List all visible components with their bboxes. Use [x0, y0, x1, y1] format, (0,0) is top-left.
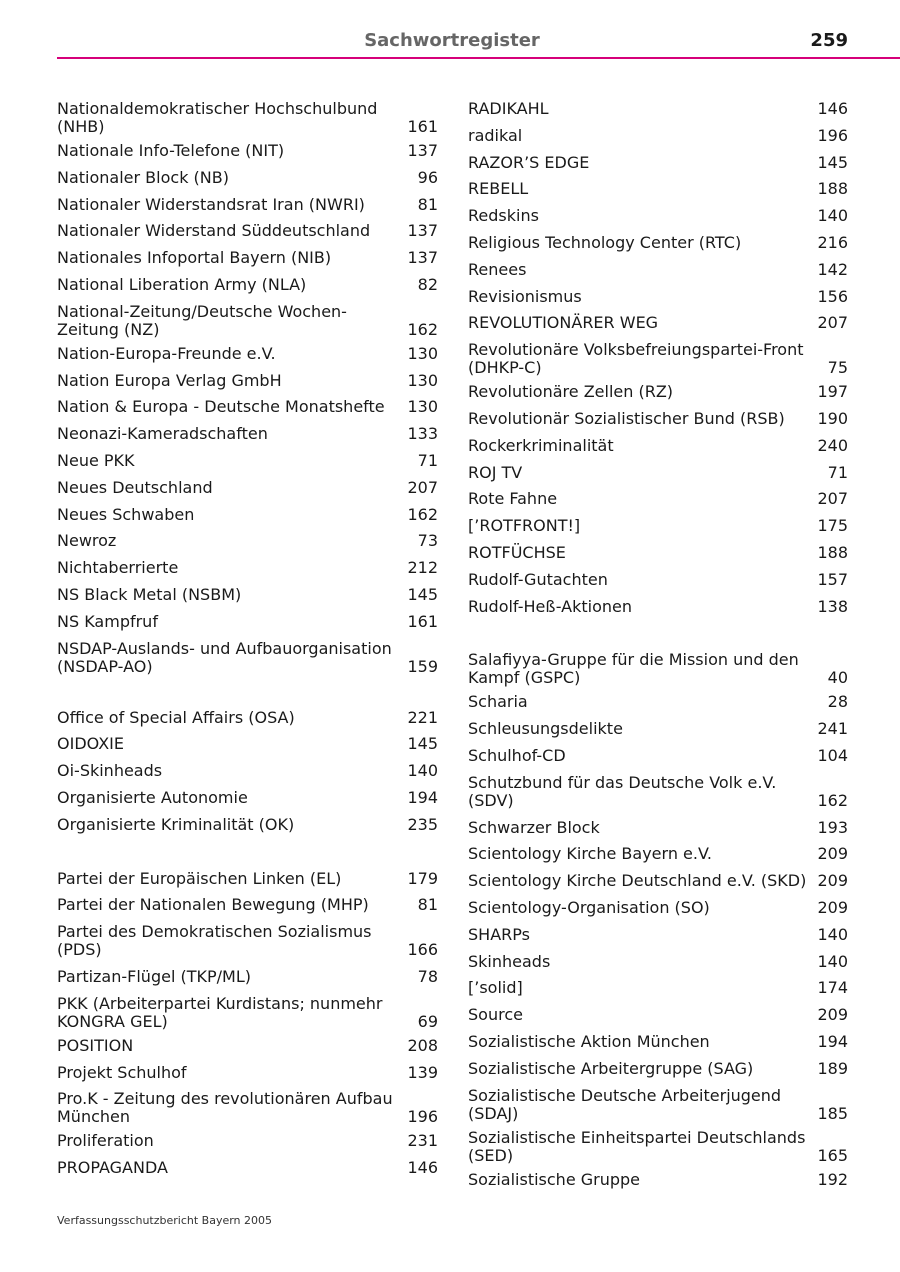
index-page-ref: 235	[407, 814, 438, 834]
index-entry	[57, 425, 438, 443]
index-entry	[57, 100, 438, 136]
index-entry	[57, 196, 438, 214]
index-entry	[468, 234, 848, 252]
index-entry	[468, 899, 848, 917]
index-term: Sozialistische Einheitspartei Deutschlands (SED)	[468, 1127, 806, 1165]
index-entry	[57, 372, 438, 390]
index-term: Proliferation	[57, 1131, 154, 1151]
index-page-ref: 212	[407, 558, 438, 578]
index-page-ref: 162	[817, 790, 848, 810]
index-term: Source	[468, 1005, 523, 1025]
index-entry	[468, 845, 848, 863]
index-page-ref: 75	[827, 358, 848, 378]
index-page-ref: 209	[817, 1005, 848, 1025]
index-entry	[468, 774, 848, 810]
index-page-ref: 193	[817, 817, 848, 837]
index-page-ref: 130	[407, 343, 438, 363]
index-term: Schulhof-CD	[468, 745, 566, 765]
index-term: Scharia	[468, 692, 528, 712]
index-entry	[468, 261, 848, 279]
index-page-ref: 161	[407, 611, 438, 631]
index-term: NS Black Metal (NSBM)	[57, 584, 242, 604]
index-term: Renees	[468, 259, 527, 279]
index-entry	[57, 303, 438, 339]
page-footer: Verfassungsschutzbericht Bayern 2005	[57, 1214, 273, 1227]
index-term: Nation & Europa - Deutsche Monatshefte	[57, 397, 385, 417]
index-entry	[468, 571, 848, 589]
index-entry	[468, 410, 848, 428]
index-page-ref: 82	[417, 274, 438, 294]
index-page-ref: 96	[417, 167, 438, 187]
index-entry	[468, 598, 848, 616]
index-entry	[57, 559, 438, 577]
index-page-ref: 241	[817, 719, 848, 739]
section-gap	[57, 682, 438, 709]
index-term: Nationale Info-Telefone (NIT)	[57, 141, 285, 160]
index-term: Schwarzer Block	[468, 817, 600, 837]
index-page-ref: 81	[417, 895, 438, 915]
index-term: REBELL	[468, 179, 529, 199]
section-gap	[57, 843, 438, 870]
index-term: NS Kampfruf	[57, 611, 158, 631]
index-entry	[57, 923, 438, 959]
index-entry	[57, 222, 438, 240]
index-page-ref: 209	[817, 897, 848, 917]
index-page-ref: 207	[817, 489, 848, 509]
page-title: Sachwortregister	[364, 30, 540, 51]
index-term: Neonazi-Kameradschaften	[57, 424, 268, 444]
index-page-ref: 40	[827, 668, 848, 688]
index-entry	[57, 789, 438, 807]
index-entry	[468, 1060, 848, 1078]
index-page-ref: 207	[407, 477, 438, 497]
index-term: Rudolf-Heß-Aktionen	[468, 596, 632, 616]
index-term: [’solid]	[468, 978, 523, 998]
index-entry	[57, 762, 438, 780]
index-page-ref: 156	[817, 286, 848, 306]
index-entry	[57, 1064, 438, 1082]
index-term: PKK (Arbeiterpartei Kurdistans; nunmehr KONGRA GEL)	[57, 993, 383, 1031]
index-page-ref: 188	[817, 179, 848, 199]
index-entry	[468, 1033, 848, 1051]
index-term: Sozialistische Deutsche Arbeiterjugend (SDAJ)	[468, 1085, 782, 1123]
index-entry	[468, 872, 848, 890]
index-page-ref: 146	[407, 1158, 438, 1178]
index-entry	[57, 345, 438, 363]
index-page-ref: 189	[817, 1058, 848, 1078]
index-page-ref: 209	[817, 844, 848, 864]
index-entry	[57, 640, 438, 676]
index-term: Nation Europa Verlag GmbH	[57, 370, 282, 390]
index-entry	[57, 142, 438, 160]
index-entry	[468, 288, 848, 306]
index-page-ref: 71	[417, 450, 438, 470]
index-page-ref: 231	[407, 1131, 438, 1151]
index-term: Scientology Kirche Bayern e.V.	[468, 844, 712, 864]
index-page-ref: 185	[817, 1103, 848, 1123]
index-term: SHARPs	[468, 924, 530, 944]
index-term: Scientology-Organisation (SO)	[468, 897, 710, 917]
index-term: Nationaler Block (NB)	[57, 167, 229, 187]
index-term: ROTFÜCHSE	[468, 542, 566, 562]
index-page-ref: 192	[817, 1169, 848, 1189]
index-entry	[57, 249, 438, 267]
index-entry	[57, 276, 438, 294]
index-entry	[468, 180, 848, 198]
index-entry	[468, 464, 848, 482]
index-page-ref: 188	[817, 542, 848, 562]
index-term: Nationales Infoportal Bayern (NIB)	[57, 248, 332, 268]
index-page-ref: 207	[817, 313, 848, 333]
index-entry	[468, 437, 848, 455]
index-page-ref: 73	[417, 531, 438, 551]
index-entry	[468, 651, 848, 687]
index-entry	[468, 490, 848, 508]
index-term: Revolutionäre Volksbefreiungspartei-Front (DHKP-C)	[468, 340, 804, 378]
index-entry	[468, 517, 848, 535]
index-entry	[57, 968, 438, 986]
index-entry	[468, 1006, 848, 1024]
index-page-ref: 175	[817, 516, 848, 536]
index-page-ref: 137	[407, 141, 438, 160]
index-term: Neues Deutschland	[57, 477, 213, 497]
index-term: Organisierte Kriminalität (OK)	[57, 814, 295, 834]
index-page-ref: 139	[407, 1062, 438, 1082]
index-term: Newroz	[57, 531, 117, 551]
index-page-ref: 162	[407, 504, 438, 524]
index-entry	[57, 896, 438, 914]
index-term: Partei der Europäischen Linken (EL)	[57, 868, 342, 888]
index-page-ref: 197	[817, 382, 848, 402]
index-page-ref: 166	[407, 940, 438, 960]
index-term: Sozialistische Arbeitergruppe (SAG)	[468, 1058, 754, 1078]
index-entry	[468, 953, 848, 971]
index-page-ref: 145	[407, 584, 438, 604]
index-term: Projekt Schulhof	[57, 1062, 187, 1082]
index-entry	[468, 100, 848, 118]
index-page-ref: 140	[407, 761, 438, 781]
index-entry	[468, 720, 848, 738]
index-term: Nationaler Widerstandsrat Iran (NWRI)	[57, 194, 365, 214]
index-entry	[468, 341, 848, 377]
index-term: Schleusungsdelikte	[468, 719, 623, 739]
index-page-ref: 161	[407, 117, 438, 136]
index-term: Rote Fahne	[468, 489, 558, 509]
index-page-ref: 196	[407, 1107, 438, 1127]
index-term: National Liberation Army (NLA)	[57, 274, 307, 294]
index-entry	[468, 1129, 848, 1165]
index-entry	[57, 613, 438, 631]
index-entry	[57, 169, 438, 187]
index-entry	[468, 1171, 848, 1189]
index-page-ref: 138	[817, 596, 848, 616]
index-page-ref: 133	[407, 424, 438, 444]
index-entry	[57, 709, 438, 727]
index-page-ref: 165	[817, 1145, 848, 1165]
index-term: RADIKAHL	[468, 99, 549, 118]
index-entry	[57, 479, 438, 497]
index-term: Revolutionär Sozialistischer Bund (RSB)	[468, 408, 785, 428]
index-entry	[57, 398, 438, 416]
index-page-ref: 194	[817, 1031, 848, 1051]
index-page-ref: 140	[817, 951, 848, 971]
index-term: PROPAGANDA	[57, 1158, 168, 1178]
index-page-ref: 130	[407, 370, 438, 390]
index-term: Pro.K - Zeitung des revolutionären Aufbau München	[57, 1089, 393, 1127]
index-page-ref: 140	[817, 924, 848, 944]
index-entry	[468, 544, 848, 562]
index-page-ref: 208	[407, 1035, 438, 1055]
index-entry	[468, 693, 848, 711]
index-term: Sozialistische Aktion München	[468, 1031, 710, 1051]
index-page-ref: 196	[817, 125, 848, 145]
index-page-ref: 240	[817, 435, 848, 455]
index-term: Organisierte Autonomie	[57, 787, 248, 807]
index-page-ref: 145	[817, 152, 848, 172]
index-term: REVOLUTIONÄRER WEG	[468, 313, 659, 333]
index-term: Sozialistische Gruppe	[468, 1169, 641, 1189]
index-entry	[57, 1159, 438, 1177]
index-entry	[468, 207, 848, 225]
index-page-ref: 142	[817, 259, 848, 279]
index-page-ref: 145	[407, 734, 438, 754]
index-page-ref: 140	[817, 206, 848, 226]
index-term: Nation-Europa-Freunde e.V.	[57, 343, 276, 363]
index-term: Partei der Nationalen Bewegung (MHP)	[57, 895, 369, 915]
index-term: Partei des Demokratischen Sozialismus (PDS)	[57, 922, 372, 960]
index-column-right	[468, 100, 848, 1197]
index-term: OIDOXIE	[57, 734, 124, 754]
index-term: Salafiyya-Gruppe für die Mission und den Kampf (GSPC)	[468, 650, 799, 688]
index-entry	[57, 870, 438, 888]
index-term: radikal	[468, 125, 523, 145]
index-entry	[57, 1132, 438, 1150]
index-term: RAZOR’S EDGE	[468, 152, 590, 172]
index-page-ref: 104	[817, 745, 848, 765]
index-term: Nationaldemokratischer Hochschulbund (NHB)	[57, 99, 378, 136]
index-term: Office of Special Affairs (OSA)	[57, 707, 295, 727]
index-page-ref: 137	[407, 248, 438, 268]
index-entry	[468, 127, 848, 145]
index-entry	[57, 506, 438, 524]
index-page-ref: 174	[817, 978, 848, 998]
index-page-ref: 157	[817, 569, 848, 589]
index-term: Skinheads	[468, 951, 551, 971]
index-term: POSITION	[57, 1035, 134, 1055]
index-page-ref: 81	[417, 194, 438, 214]
index-term: [’ROTFRONT!]	[468, 516, 581, 536]
index-page-ref: 209	[817, 871, 848, 891]
index-entry	[468, 747, 848, 765]
index-entry	[468, 1087, 848, 1123]
page-number: 259	[810, 30, 848, 51]
index-entry	[57, 452, 438, 470]
index-term: Revolutionäre Zellen (RZ)	[468, 382, 674, 402]
index-entry	[468, 819, 848, 837]
index-entry	[57, 735, 438, 753]
index-page-ref: 137	[407, 221, 438, 241]
index-page-ref: 194	[407, 787, 438, 807]
index-term: Neue PKK	[57, 450, 135, 470]
index-term: Neues Schwaben	[57, 504, 195, 524]
index-entry	[57, 532, 438, 550]
index-term: Oi-Skinheads	[57, 761, 163, 781]
index-page-ref: 162	[407, 319, 438, 339]
index-page-ref: 78	[417, 966, 438, 986]
index-term: Rockerkriminalität	[468, 435, 614, 455]
index-entry	[57, 1037, 438, 1055]
index-column-left	[57, 100, 438, 1186]
index-page-ref: 28	[827, 692, 848, 712]
index-page-ref: 69	[417, 1011, 438, 1031]
index-term: Rudolf-Gutachten	[468, 569, 608, 589]
page-header	[57, 28, 900, 59]
index-page-ref: 179	[407, 868, 438, 888]
index-entry	[468, 314, 848, 332]
index-term: National-Zeitung/Deutsche Wochen-Zeitung (NZ)	[57, 301, 347, 339]
index-page-ref: 159	[407, 656, 438, 676]
index-page-ref: 216	[817, 232, 848, 252]
index-term: Revisionismus	[468, 286, 582, 306]
index-entry	[468, 979, 848, 997]
index-page-ref: 146	[817, 99, 848, 118]
section-gap	[468, 624, 848, 651]
index-term: Redskins	[468, 206, 539, 226]
index-term: NSDAP-Auslands- und Aufbauorganisation (NSDAP-AO)	[57, 638, 392, 676]
index-term: Nationaler Widerstand Süddeutschland	[57, 221, 371, 241]
index-entry	[57, 586, 438, 604]
index-term: Religious Technology Center (RTC)	[468, 232, 742, 252]
index-term: Scientology Kirche Deutschland e.V. (SKD)	[468, 871, 807, 891]
index-entry	[468, 926, 848, 944]
index-entry	[57, 1090, 438, 1126]
index-page-ref: 190	[817, 408, 848, 428]
index-page-ref: 71	[827, 462, 848, 482]
index-term: Partizan-Flügel (TKP/ML)	[57, 966, 251, 986]
index-entry	[57, 995, 438, 1031]
index-term: Schutzbund für das Deutsche Volk e.V. (SDV)	[468, 772, 777, 810]
index-entry	[468, 154, 848, 172]
index-entry	[468, 383, 848, 401]
index-term: Nichtaberrierte	[57, 558, 179, 578]
index-entry	[57, 816, 438, 834]
index-term: ROJ TV	[468, 462, 523, 482]
index-page-ref: 130	[407, 397, 438, 417]
index-page-ref: 221	[407, 707, 438, 727]
